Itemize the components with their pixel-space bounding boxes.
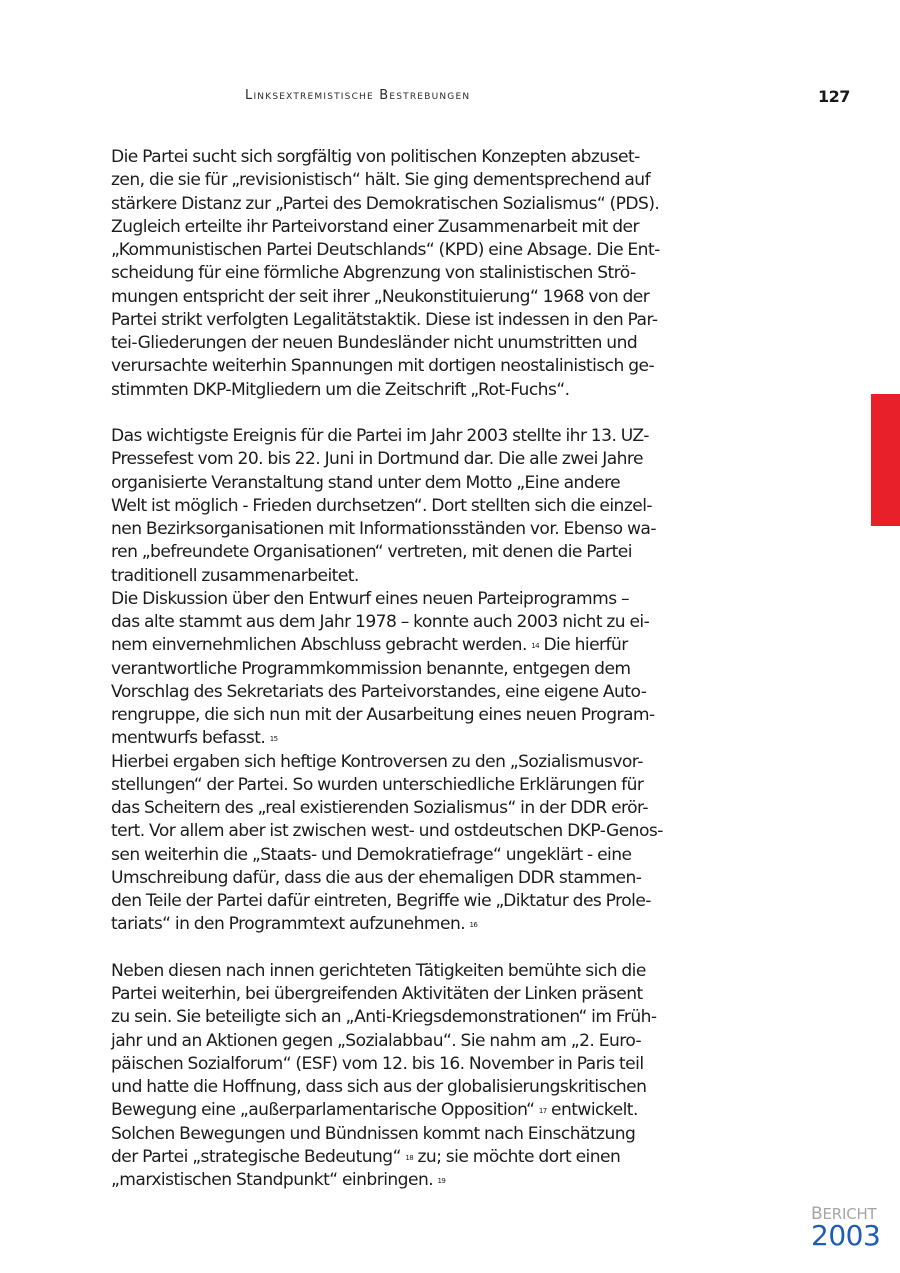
text-line: Vorschlag des Sekretariats des Parteivorstandes, eine eigene Auto- [111,681,647,702]
text-line: päischen Sozialforum“ (ESF) vom 12. bis 16. November in Paris teil [111,1053,644,1074]
text-line: nem einvernehmlichen Abschluss gebracht werden. $^{14}$ Die hierfür [111,635,628,656]
text-line: stellungen“ der Partei. So wurden unterschiedliche Erklärungen für [111,774,644,795]
text-line: tert. Vor allem aber ist zwischen west- und ostdeutschen DKP-Genos- [111,821,663,842]
text-line: Bewegung eine „außerparlamentarische Opposition“ $^{17}$ entwickelt. [111,1100,638,1121]
footnote-ref-15[interactable]: 15 [269,735,278,744]
text-line: tariats“ in den Programmtext aufzunehmen. $^{16}$ [111,914,478,935]
logo-word: BERICHT [811,1204,877,1224]
footnote-ref-14[interactable]: 14 [531,642,540,651]
text-line: und hatte die Hoffnung, dass sich aus der globalisierungskritischen [111,1077,647,1097]
text-line: „marxistischen Standpunkt“ einbringen. $^{19}$ [111,1170,446,1190]
text-line: jahr und an Aktionen gegen „Sozialabbau“. Sie nahm am „2. Euro- [111,1030,642,1051]
report-logo [811,1204,881,1252]
text-line: Hierbei ergaben sich heftige Kontroversen zu den „Sozialismusvor- [111,751,643,772]
text-line: rengruppe, die sich nun mit der Ausarbeitung eines neuen Program- [111,705,655,725]
text-line: zen, die sie für „revisionistisch“ hält. Sie ging dementsprechend auf [111,170,651,191]
footnote-ref-19[interactable]: 19 [437,1177,446,1185]
text-line: organisierte Veranstaltung stand unter dem Motto „Eine andere [111,472,621,493]
text-line: tei-Gliederungen der neuen Bundesländer nicht unumstritten und [111,333,638,353]
text-line: stimmten DKP-Mitgliedern um die Zeitschrift „Rot-Fuchs“. [111,379,570,400]
text-line: Die Diskussion über den Entwurf eines neuen Parteiprogramms – [111,588,629,609]
footnote-ref-16[interactable]: 16 [469,921,478,930]
body-text [111,146,671,1192]
paragraph-4 [111,751,671,937]
text-line: sen weiterhin die „Staats- und Demokratiefrage“ ungeklärt - eine [111,844,632,865]
text-line: „Kommunistischen Partei Deutschlands“ (KPD) eine Absage. Die Ent- [111,240,660,260]
footnote-ref-17[interactable]: 17 [538,1107,547,1116]
text-line: Pressefest vom 20. bis 22. Juni in Dortmund dar. Die alle zwei Jahre [111,449,643,470]
text-line: ren „befreundete Organisationen“ vertreten, mit denen die Partei [111,542,632,563]
running-head: Linksextremistische Bestrebungen [245,88,471,103]
text-line: traditionell zusammenarbeitet. [111,565,359,586]
text-line: Partei weiterhin, bei übergreifenden Aktivitäten der Linken präsent [111,984,643,1004]
text-line: nen Bezirksorganisationen mit Informationsständen vor. Ebenso wa- [111,519,656,539]
text-line: Welt ist möglich - Frieden durchsetzen“. Dort stellten sich die einzel- [111,495,653,516]
text-line: verantwortliche Programmkommission benannte, entgegen dem [111,658,631,679]
text-line: Solchen Bewegungen und Bündnissen kommt nach Einschätzung [111,1123,636,1144]
page-number: 127 [818,87,850,106]
footnote-ref-18[interactable]: 18 [405,1153,414,1162]
text-line: mungen entspricht der seit ihrer „Neukonstituierung“ 1968 von der [111,286,650,307]
text-line: der Partei „strategische Bedeutung“ $^{18}$ zu; sie möchte dort einen [111,1146,621,1167]
text-line: scheidung für eine förmliche Abgrenzung von stalinistischen Strö- [111,263,636,284]
text-line: mentwurfs befasst. $^{15}$ [111,728,278,749]
text-line: zu sein. Sie beteiligte sich an „Anti-Kriegsdemonstrationen“ im Früh- [111,1007,657,1028]
text-line: Das wichtigste Ereignis für die Partei im Jahr 2003 stellte ihr 13. UZ- [111,426,649,446]
paragraph-1 [111,146,671,402]
text-line: den Teile der Partei dafür eintreten, Begriffe wie „Diktatur des Prole- [111,891,651,911]
text-line: stärkere Distanz zur „Partei des Demokratischen Sozialismus“ (PDS). [111,193,660,214]
paragraph-spacer [111,402,671,425]
text-line: das alte stammt aus dem Jahr 1978 – konnte auch 2003 nicht zu ei- [111,612,650,632]
text-line: Neben diesen nach innen gerichteten Tätigkeiten bemühte sich die [111,960,646,981]
paragraph-3 [111,588,671,751]
text-line: verursachte weiterhin Spannungen mit dortigen neostalinistisch ge- [111,356,655,377]
text-line: Die Partei sucht sich sorgfältig von politischen Konzepten abzuset- [111,147,640,167]
text-line: Umschreibung dafür, dass die aus der ehemaligen DDR stammen- [111,867,642,888]
logo-year: 2003 [811,1219,881,1252]
paragraph-2 [111,425,671,588]
text-line: Zugleich erteilte ihr Parteivorstand einer Zusammenarbeit mit der [111,216,639,237]
text-line: das Scheitern des „real existierenden Sozialismus“ in der DDR erör- [111,798,649,818]
chapter-tab-marker [871,394,900,526]
text-line: Partei strikt verfolgten Legalitätstaktik. Diese ist indessen in den Par- [111,309,658,330]
paragraph-5 [111,960,671,1193]
paragraph-spacer [111,937,671,960]
